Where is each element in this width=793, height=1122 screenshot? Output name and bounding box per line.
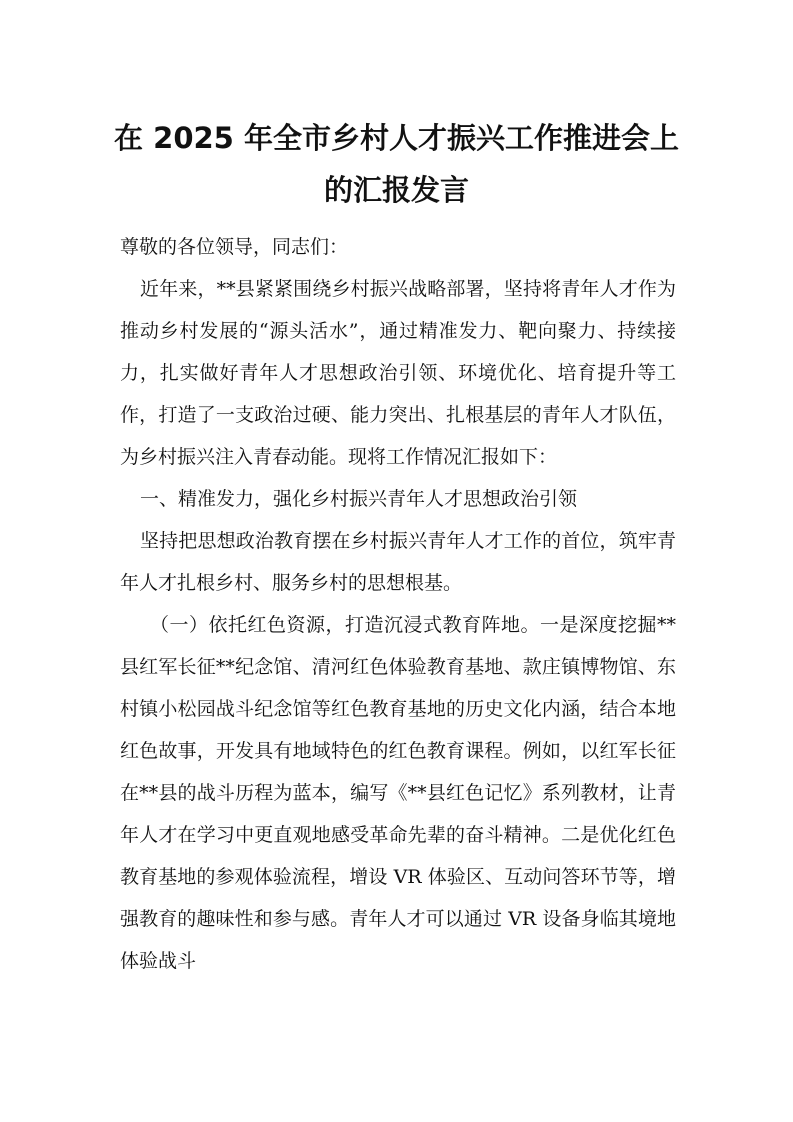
title-line-2: 的汇报发言 bbox=[323, 173, 469, 207]
section-heading-1: 一、精准发力，强化乡村振兴青年人才思想政治引领 bbox=[140, 488, 578, 510]
title-line-1: 在 2025 年全市乡村人才振兴工作推进会上 bbox=[114, 121, 679, 155]
paragraph-intro: 近年来，**县紧紧围绕乡村振兴战略部署，坚持将青年人才作为推动乡村发展的“源头活水”，通过精准发力、靶向聚力、持续接力，扎实做好青年人才思想政治引领、环境优化、培育提升等工作，打造了一支政治过硬、能力突出、扎根基层的青年人才队伍，为乡村振兴注入青春动能。现将工作情况汇报如下： bbox=[120, 278, 676, 468]
salutation: 尊敬的各位领导，同志们： bbox=[120, 236, 349, 258]
paragraph-subsection-1: （一）依托红色资源，打造沉浸式教育阵地。一是深度挖掘**县红军长征**纪念馆、清河红色体验教育基地、款庄镇博物馆、东村镇小松园战斗纪念馆等红色教育基地的历史文化内涵，结合本地红色故事，开发具有地域特色的红色教育课程。例如，以红军长征在**县的战斗历程为蓝本，编写《**县红色记忆》系列教材，让青年人才在学习中更直观地感受革命先辈的奋斗精神。二是优化红色教育基地的参观体验流程，增设 VR 体验区、互动问答环节等，增强教育的趣味性和参与感。青年人才可以通过 VR 设备身临其境地体验战斗 bbox=[120, 614, 676, 972]
paragraph-section-1: 坚持把思想政治教育摆在乡村振兴青年人才工作的首位，筑牢青年人才扎根乡村、服务乡村的思想根基。 bbox=[120, 530, 676, 594]
document-title bbox=[100, 112, 693, 216]
document-body bbox=[120, 226, 676, 982]
